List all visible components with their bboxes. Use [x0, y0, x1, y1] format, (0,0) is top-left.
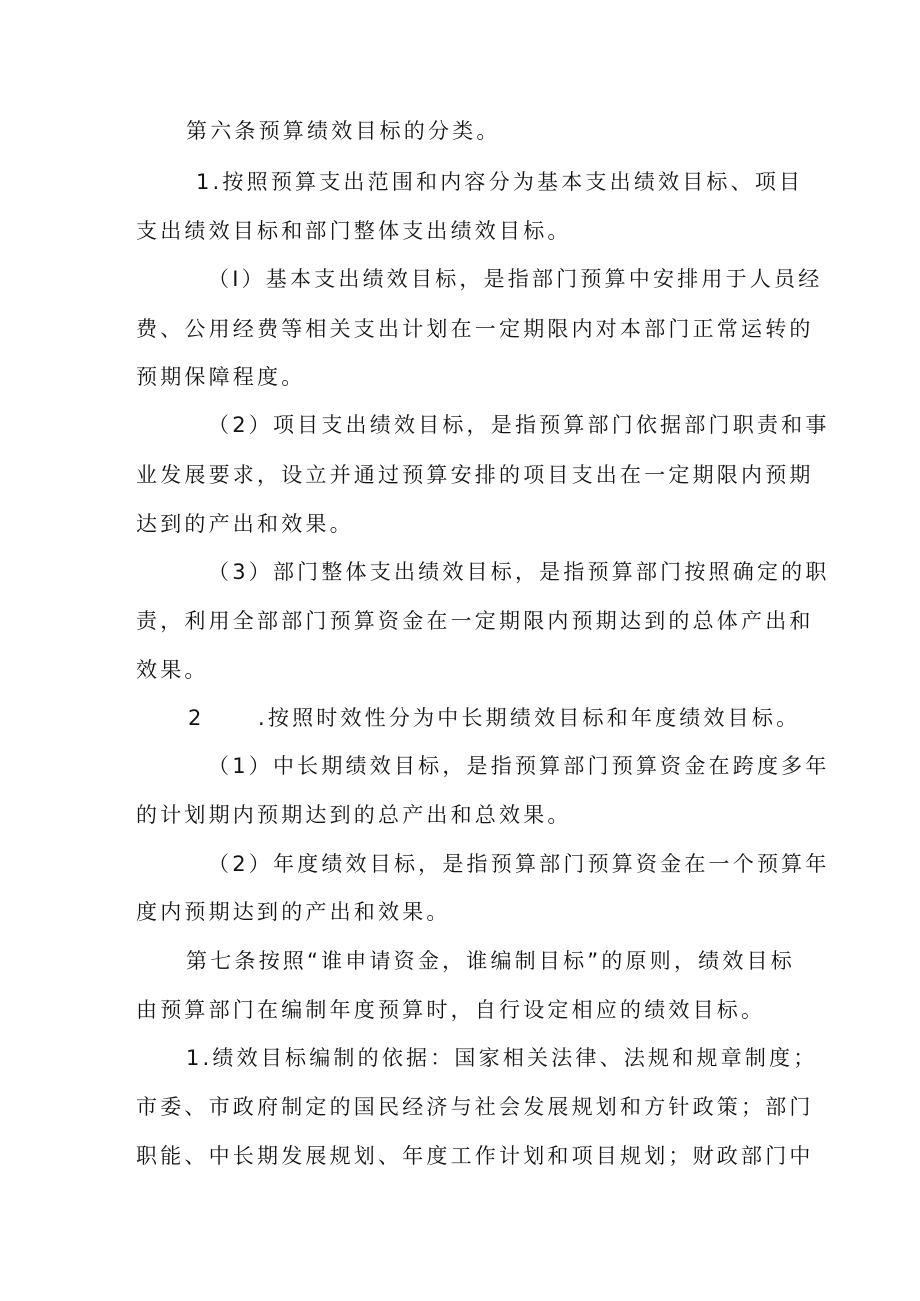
paragraph-line: 支出绩效目标和部门整体支出绩效目标。 [136, 219, 572, 243]
paragraph-line: 预期保障程度。 [136, 365, 306, 389]
paragraph-line: （I）基本支出绩效目标，是指部门预算中安排用于人员经 [208, 267, 823, 291]
article-7-heading: 第七条按照“谁申请资金，谁编制目标”的原则，绩效目标 [186, 949, 795, 973]
paragraph-line: 效果。 [136, 658, 209, 682]
paragraph-line: （2）年度绩效目标，是指预算部门预算资金在一个预算年 [208, 852, 830, 876]
paragraph-line: 费、公用经费等相关支出计划在一定期限内对本部门正常运转的 [136, 317, 814, 341]
paragraph-line [188, 704, 800, 732]
item-text: .按照时效性分为中长期绩效目标和年度绩效目标。 [258, 706, 801, 730]
paragraph-line: 度内预期达到的产出和效果。 [136, 900, 451, 924]
paragraph-line: 的计划期内预期达到的总产出和总效果。 [136, 803, 572, 827]
paragraph-line: 责，利用全部部门预算资金在一定期限内预期达到的总体产出和 [136, 609, 814, 633]
paragraph-line: （2）项目支出绩效目标，是指预算部门依据部门职责和事 [208, 413, 830, 437]
paragraph-line: 1.按照预算支出范围和内容分为基本支出绩效目标、项目 [196, 170, 804, 194]
paragraph-line: （3）部门整体支出绩效目标，是指预算部门按照确定的职 [208, 560, 830, 584]
paragraph-line: 1.绩效目标编制的依据：国家相关法律、法规和规章制度； [186, 1046, 818, 1070]
paragraph-line: （1）中长期绩效目标，是指预算部门预算资金在跨度多年 [208, 754, 830, 778]
paragraph-line: 市委、市政府制定的国民经济与社会发展规划和方针政策；部门 [136, 1095, 814, 1119]
item-number: 2 [188, 706, 205, 730]
paragraph-line: 由预算部门在编制年度预算时，自行设定相应的绩效目标。 [136, 998, 766, 1022]
paragraph-line: 职能、中长期发展规划、年度工作计划和项目规划；财政部门中 [136, 1144, 814, 1168]
article-6-heading: 第六条预算绩效目标的分类。 [186, 119, 501, 143]
paragraph-line: 业发展要求，设立并通过预算安排的项目支出在一定期限内预期 [136, 463, 814, 487]
paragraph-line: 达到的产出和效果。 [136, 512, 354, 536]
